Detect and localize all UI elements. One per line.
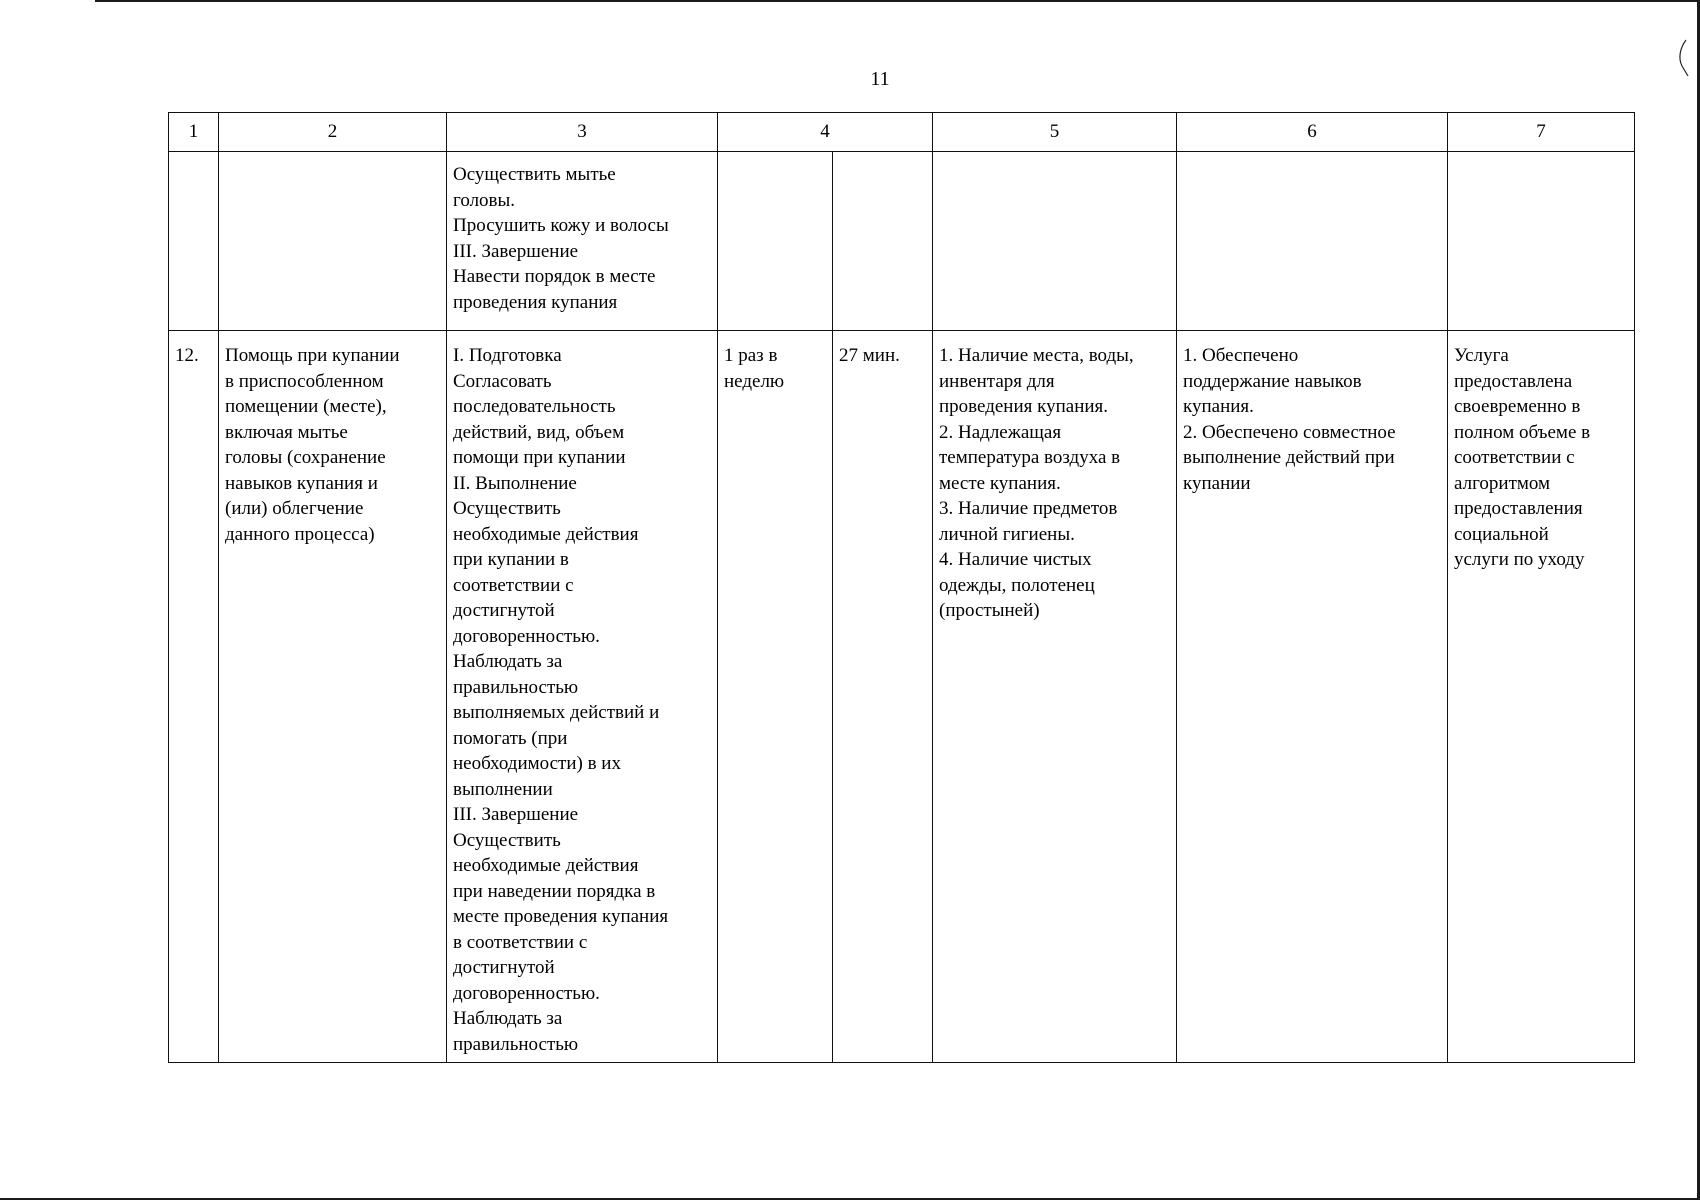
header-cell-5: 5 <box>933 113 1177 152</box>
header-cell-6: 6 <box>1177 113 1448 152</box>
row12-service-name: Помощь при купании в приспособленном помещении (месте), включая мытье головы (сохранение навыков купания и (или) облегчение данного процесса) <box>219 331 447 1063</box>
row12-frequency: 1 раз в неделю <box>718 331 833 1063</box>
header-cell-4: 4 <box>718 113 933 152</box>
cont-cell-number <box>169 152 219 331</box>
row12-conditions: 1. Наличие места, воды, инвентаря для проведения купания. 2. Надлежащая температура воздуха в месте купания. 3. Наличие предметов личной гигиены. 4. Наличие чистых одежды, полотенец (простыней) <box>933 331 1177 1063</box>
header-cell-1: 1 <box>169 113 219 152</box>
page-number: 11 <box>870 68 890 90</box>
table-header-row <box>169 113 1635 152</box>
cont-cell-steps: Осуществить мытье головы. Просушить кожу и волосы III. Завершение Навести порядок в месте проведения купания <box>447 152 718 331</box>
header-cell-7: 7 <box>1448 113 1635 152</box>
row12-number: 12. <box>169 331 219 1063</box>
cont-cell-results <box>1177 152 1448 331</box>
cont-cell-frequency <box>718 152 833 331</box>
scan-edge-top <box>95 0 1700 2</box>
row12-duration: 27 мин. <box>833 331 933 1063</box>
row12-evaluation: Услуга предоставлена своевременно в полном объеме в соответствии с алгоритмом предоставления социальной услуги по уходу <box>1448 331 1635 1063</box>
header-cell-2: 2 <box>219 113 447 152</box>
cont-cell-duration <box>833 152 933 331</box>
cont-cell-name <box>219 152 447 331</box>
cont-cell-conditions <box>933 152 1177 331</box>
table-row-12 <box>169 331 1635 1063</box>
service-table <box>168 112 1635 1063</box>
table-row-continuation <box>169 152 1635 331</box>
row12-results: 1. Обеспечено поддержание навыков купания. 2. Обеспечено совместное выполнение действий при купании <box>1177 331 1448 1063</box>
row12-steps: I. Подготовка Согласовать последовательность действий, вид, объем помощи при купании II. Выполнение Осуществить необходимые действия при купании в соответствии с достигнутой договоренностью. Наблюдать за правильностью выполняемых действий и помогать (при необходимости) в их выполнении III. Завершение Осуществить необходимые действия при наведении порядка в месте проведения купания в соответствии с достигнутой договоренностью. Наблюдать за правильностью <box>447 331 718 1063</box>
cont-cell-evaluation <box>1448 152 1635 331</box>
header-cell-3: 3 <box>447 113 718 152</box>
